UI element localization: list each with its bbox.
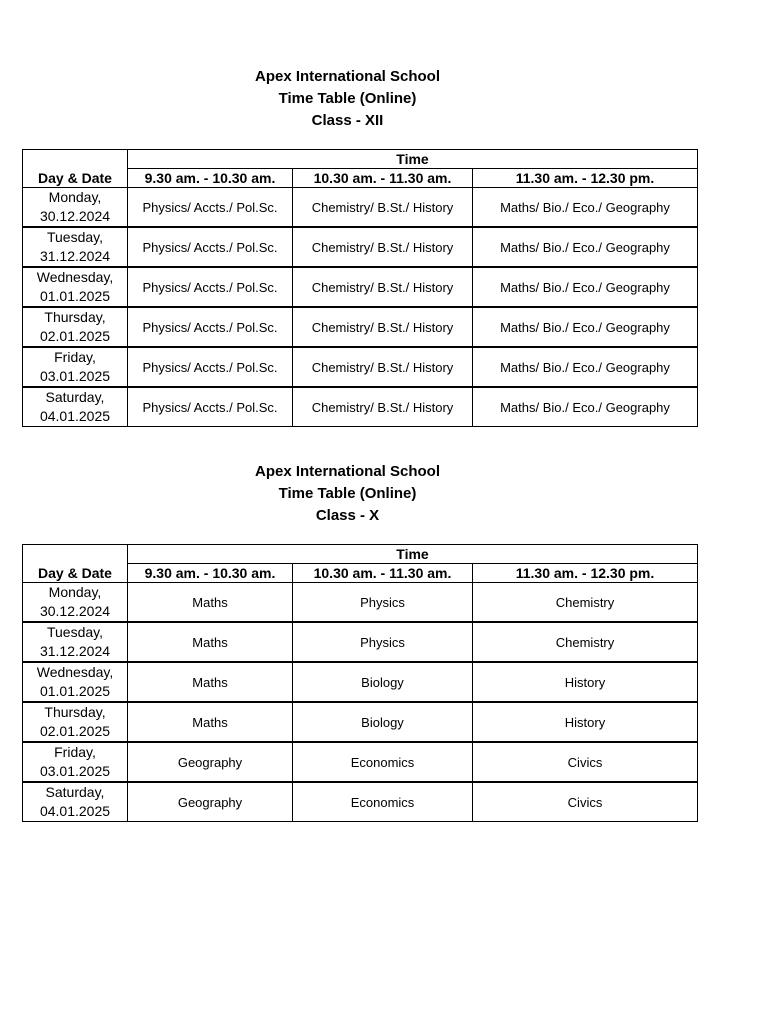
timetable-subtitle: Time Table (Online) bbox=[278, 90, 417, 107]
document-heading bbox=[10, 461, 685, 527]
subject-cell: Civics bbox=[473, 742, 698, 782]
subject-cell: History bbox=[473, 702, 698, 742]
subject-cell: Maths/ Bio./ Eco./ Geography bbox=[473, 307, 698, 347]
day-date-cell bbox=[23, 742, 128, 782]
timetable-table bbox=[22, 149, 698, 427]
subject-cell: Physics bbox=[293, 583, 473, 623]
day-name: Saturday, bbox=[45, 389, 105, 405]
day-name: Monday, bbox=[48, 189, 102, 205]
time-header: Time bbox=[128, 150, 698, 169]
date-value: 04.01.2025 bbox=[39, 803, 111, 819]
school-name: Apex International School bbox=[254, 68, 441, 85]
day-date-cell bbox=[23, 267, 128, 307]
day-date-cell bbox=[23, 622, 128, 662]
subject-cell: Physics/ Accts./ Pol.Sc. bbox=[128, 267, 293, 307]
subject-cell: Chemistry/ B.St./ History bbox=[293, 267, 473, 307]
timetable-class-xii bbox=[22, 66, 697, 427]
subject-cell: Maths/ Bio./ Eco./ Geography bbox=[473, 347, 698, 387]
subject-cell: Biology bbox=[293, 702, 473, 742]
day-date-cell bbox=[23, 662, 128, 702]
day-date-cell bbox=[23, 583, 128, 623]
subject-cell: Chemistry/ B.St./ History bbox=[293, 307, 473, 347]
table-row bbox=[23, 387, 698, 427]
subject-cell: Biology bbox=[293, 662, 473, 702]
day-date-cell bbox=[23, 782, 128, 822]
day-name: Wednesday, bbox=[36, 664, 114, 680]
date-value: 31.12.2024 bbox=[39, 643, 111, 659]
date-value: 02.01.2025 bbox=[39, 723, 111, 739]
timetable-class-x bbox=[22, 461, 697, 822]
subject-cell: Maths/ Bio./ Eco./ Geography bbox=[473, 188, 698, 228]
day-date-cell bbox=[23, 347, 128, 387]
date-value: 30.12.2024 bbox=[39, 208, 111, 224]
subject-cell: Physics/ Accts./ Pol.Sc. bbox=[128, 387, 293, 427]
subject-cell: Maths bbox=[128, 583, 293, 623]
day-name: Monday, bbox=[48, 584, 102, 600]
day-date-cell bbox=[23, 702, 128, 742]
subject-cell: Chemistry bbox=[473, 583, 698, 623]
slot-header: 9.30 am. - 10.30 am. bbox=[128, 169, 293, 188]
timetable-subtitle: Time Table (Online) bbox=[278, 485, 417, 502]
day-name: Thursday, bbox=[44, 309, 106, 325]
subject-cell: Physics/ Accts./ Pol.Sc. bbox=[128, 227, 293, 267]
timetable-table bbox=[22, 544, 698, 822]
subject-cell: Maths/ Bio./ Eco./ Geography bbox=[473, 387, 698, 427]
date-value: 03.01.2025 bbox=[39, 368, 111, 384]
day-date-header: Day & Date bbox=[23, 150, 128, 188]
day-name: Friday, bbox=[54, 349, 96, 365]
day-name: Friday, bbox=[54, 744, 96, 760]
day-date-cell bbox=[23, 188, 128, 228]
table-row bbox=[23, 347, 698, 387]
date-value: 01.01.2025 bbox=[39, 288, 111, 304]
time-header: Time bbox=[128, 545, 698, 564]
subject-cell: Geography bbox=[128, 782, 293, 822]
subject-cell: Physics/ Accts./ Pol.Sc. bbox=[128, 347, 293, 387]
subject-cell: History bbox=[473, 662, 698, 702]
subject-cell: Maths/ Bio./ Eco./ Geography bbox=[473, 267, 698, 307]
subject-cell: Maths bbox=[128, 702, 293, 742]
slot-header: 9.30 am. - 10.30 am. bbox=[128, 564, 293, 583]
slot-header: 11.30 am. - 12.30 pm. bbox=[473, 564, 698, 583]
subject-cell: Economics bbox=[293, 742, 473, 782]
class-label: Class - X bbox=[315, 507, 380, 524]
date-value: 02.01.2025 bbox=[39, 328, 111, 344]
day-name: Saturday, bbox=[45, 784, 105, 800]
school-name: Apex International School bbox=[254, 463, 441, 480]
table-row bbox=[23, 662, 698, 702]
table-row bbox=[23, 307, 698, 347]
date-value: 04.01.2025 bbox=[39, 408, 111, 424]
day-name: Thursday, bbox=[44, 704, 106, 720]
subject-cell: Chemistry/ B.St./ History bbox=[293, 227, 473, 267]
subject-cell: Chemistry/ B.St./ History bbox=[293, 387, 473, 427]
date-value: 01.01.2025 bbox=[39, 683, 111, 699]
table-row bbox=[23, 583, 698, 623]
day-date-cell bbox=[23, 227, 128, 267]
day-date-cell bbox=[23, 387, 128, 427]
date-value: 03.01.2025 bbox=[39, 763, 111, 779]
date-value: 30.12.2024 bbox=[39, 603, 111, 619]
day-date-cell bbox=[23, 307, 128, 347]
day-name: Wednesday, bbox=[36, 269, 114, 285]
subject-cell: Chemistry/ B.St./ History bbox=[293, 347, 473, 387]
subject-cell: Maths bbox=[128, 622, 293, 662]
date-value: 31.12.2024 bbox=[39, 248, 111, 264]
slot-header: 10.30 am. - 11.30 am. bbox=[293, 564, 473, 583]
subject-cell: Chemistry bbox=[473, 622, 698, 662]
subject-cell: Maths/ Bio./ Eco./ Geography bbox=[473, 227, 698, 267]
table-row bbox=[23, 782, 698, 822]
table-row bbox=[23, 742, 698, 782]
subject-cell: Chemistry/ B.St./ History bbox=[293, 188, 473, 228]
subject-cell: Geography bbox=[128, 742, 293, 782]
table-row bbox=[23, 622, 698, 662]
table-row bbox=[23, 188, 698, 228]
subject-cell: Physics/ Accts./ Pol.Sc. bbox=[128, 307, 293, 347]
subject-cell: Physics/ Accts./ Pol.Sc. bbox=[128, 188, 293, 228]
slot-header: 10.30 am. - 11.30 am. bbox=[293, 169, 473, 188]
subject-cell: Physics bbox=[293, 622, 473, 662]
table-row bbox=[23, 227, 698, 267]
subject-cell: Civics bbox=[473, 782, 698, 822]
table-row bbox=[23, 267, 698, 307]
subject-cell: Economics bbox=[293, 782, 473, 822]
day-date-header: Day & Date bbox=[23, 545, 128, 583]
slot-header: 11.30 am. - 12.30 pm. bbox=[473, 169, 698, 188]
day-name: Tuesday, bbox=[46, 624, 104, 640]
document-heading bbox=[10, 66, 685, 132]
table-row bbox=[23, 702, 698, 742]
class-label: Class - XII bbox=[311, 112, 384, 129]
day-name: Tuesday, bbox=[46, 229, 104, 245]
subject-cell: Maths bbox=[128, 662, 293, 702]
